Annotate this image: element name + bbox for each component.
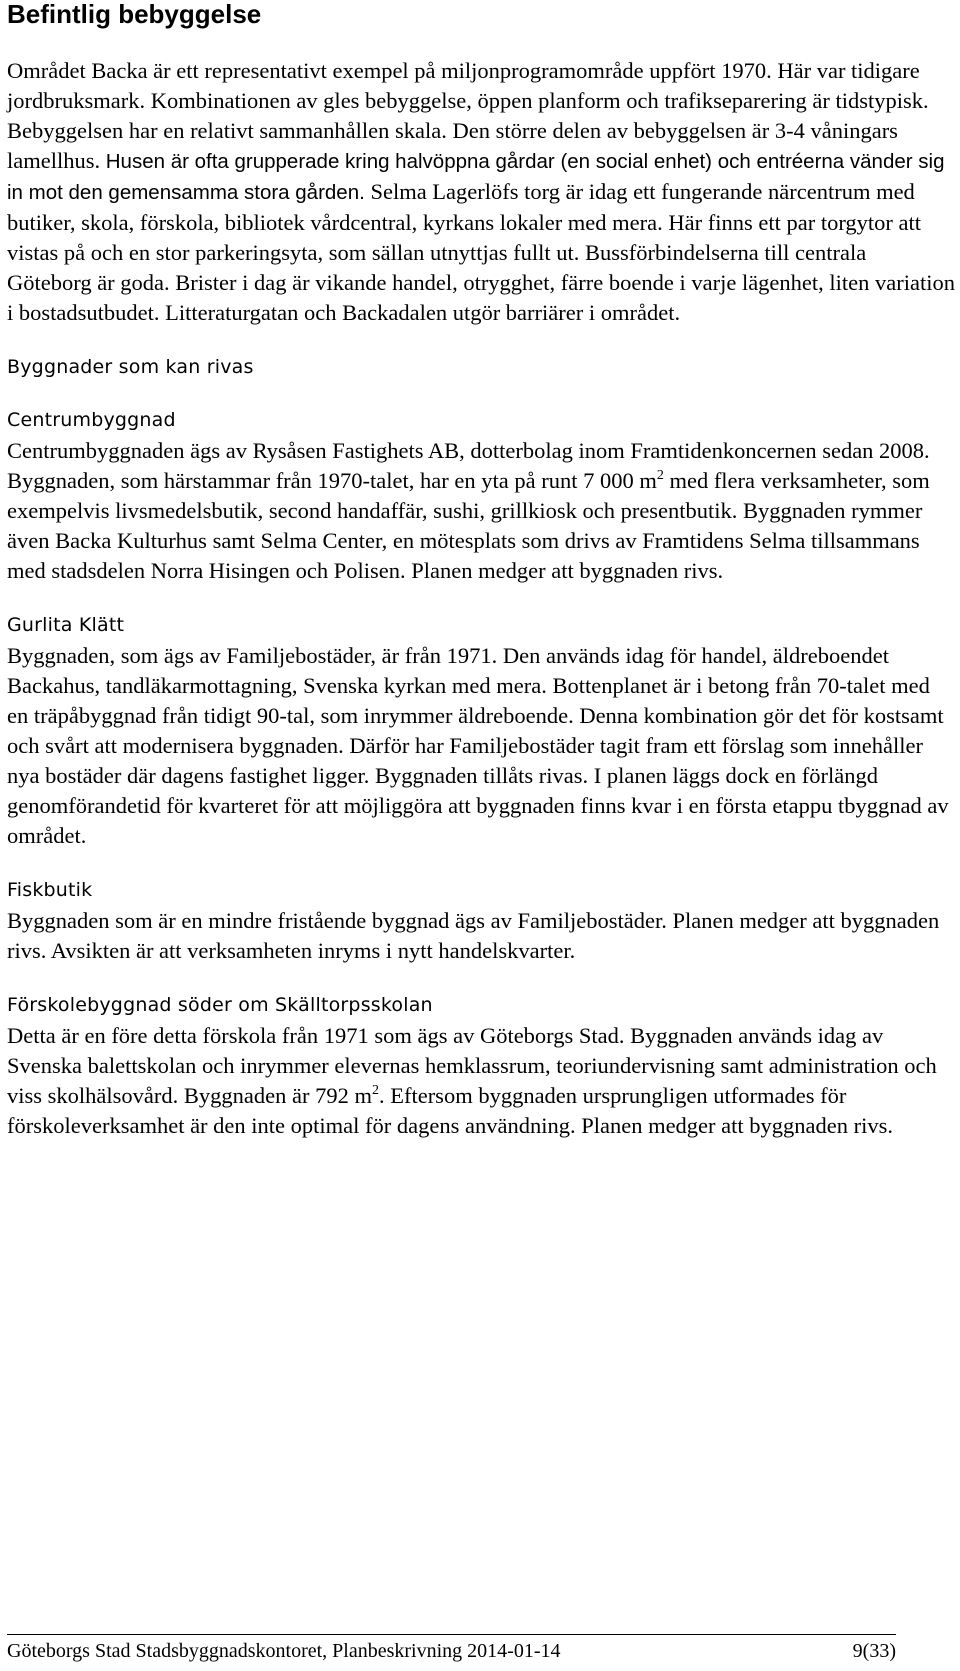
section-heading-forskolebyggnad: Förskolebyggnad söder om Skälltorpsskolan [7, 994, 433, 1016]
intro-text-serif: Området Backa är ett representativt exempel på miljonprogramområde uppfört 1970. Här var tidigare jordbruksmark. Kombinationen av gles bebyggelse, öppen planform och trafikseparering är tidstypisk. Bebyggelsen har en relativt sammanhållen skala. Den större delen av bebyggelsen är 3-4 våningars lamellhus. [7, 58, 929, 173]
section-text-gurlita-klatt: Byggnaden, som ägs av Familjebostäder, är från 1971. Den används idag för handel, äldreboendet Backahus, tandläkarmottagning, Svenska kyrkan med mera. Bottenplanet är i betong från 70-talet med en träpåbyggnad från tidigt 90-tal, som inrymmer äldreboende. Denna kombination gör det för kostsamt och svårt att modernisera byggnaden. Därför har Familjebostäder tagit fram ett förslag som innehåller nya bostäder där dagens fastighet ligger. Byggnaden tillåts rivas. I planen läggs dock en förlängd genomförandetid för kvarteret för att möjliggöra att byggnaden finns kvar i en första etappu tbyggnad av området. [7, 643, 949, 848]
intro-paragraph [7, 56, 955, 328]
section-text-fiskbutik: Byggnaden som är en mindre fristående byggnad ägs av Familjebostäder. Planen medger att byggnaden rivs. Avsikten är att verksamheten inryms i nytt handelskvarter. [7, 908, 940, 963]
forskola-text-end: . Eftersom byggnaden ursprungligen utformades för förskoleverksamhet är den inte optimal för dagens användning. Planen medger att byggnaden rivs. [7, 1083, 893, 1138]
forskola-superscript: 2 [371, 1083, 379, 1098]
intro-text-serif-continued: Selma Lagerlöfs torg är idag ett fungerande närcentrum med butiker, skola, förskola, bibliotek vårdcentral, kyrkans lokaler med mera. Här finns ett par torgytor att vistas på och en stor parkeringsyta, som sällan utnyttjas fullt ut. Bussförbindelserna till centrala Göteborg är goda. Brister i dag är vikande handel, otrygghet, färre boende i varje lägenhet, liten variation i bostadsutbudet. Litteraturgatan och Backadalen utgör barriärer i området. [7, 179, 955, 325]
forskola-text-start: Detta är en före detta förskola från 1971 som ägs av Göteborgs Stad. Byggnaden används idag av Svenska balettskolan och inrymmer elevernas hemklassrum, teoriundervisning samt administration och viss skolhälsovård. Byggnaden är 792 m [7, 1023, 937, 1108]
centrum-superscript: 2 [656, 468, 664, 483]
intro-text-sans: Husen är ofta grupperade kring halvöppna gårdar (en social enhet) och entréerna vänder sig in mot den gemensamma stora gården. [7, 150, 945, 204]
body-text [7, 56, 955, 1141]
footer-divider [7, 1634, 896, 1635]
footer-document-info: Göteborgs Stad Stadsbyggnadskontoret, Planbeskrivning 2014-01-14 [7, 1640, 561, 1662]
footer-page-number: 9(33) [852, 1640, 896, 1662]
section-heading-fiskbutik: Fiskbutik [7, 879, 93, 901]
centrum-text-end: med flera verksamheter, som exempelvis livsmedelsbutik, second handaffär, sushi, grillkiosk och presentbutik. Byggnaden rymmer även Backa Kulturhus samt Selma Center, en mötesplats som drivs av Framtidens Selma tillsammans med stadsdelen Norra Hisingen och Polisen. Planen medger att byggnaden rivs. [7, 468, 930, 583]
centrum-text-start: Centrumbyggnaden ägs av Rysåsen Fastighets AB, dotterbolag inom Framtidenkoncernen sedan 2008. Byggnaden, som härstammar från 1970-talet, har en yta på runt 7 000 m [7, 438, 930, 493]
section-heading-centrumbyggnad: Centrumbyggnad [7, 409, 176, 431]
section-text-centrumbyggnad [7, 436, 955, 586]
section-text-forskolebyggnad [7, 1021, 955, 1141]
demolish-heading: Byggnader som kan rivas [7, 356, 254, 378]
section-heading-gurlita-klatt: Gurlita Klätt [7, 614, 125, 636]
page-heading: Befintlig bebyggelse [7, 0, 262, 29]
